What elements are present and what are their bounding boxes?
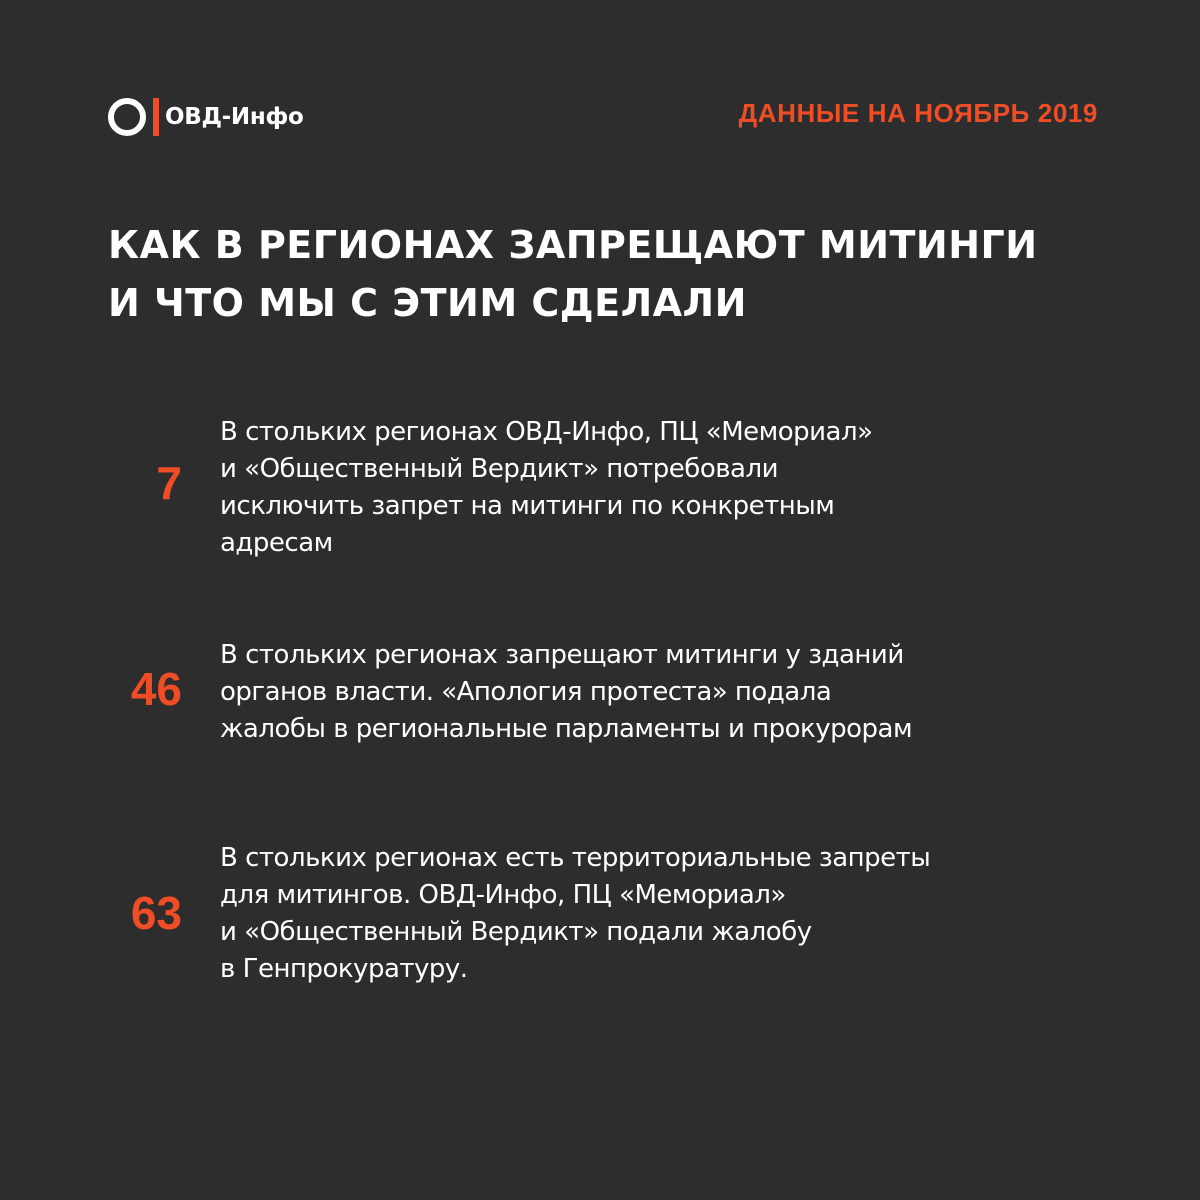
stat-number: 63 (130, 887, 182, 939)
stat-description-line: В стольких регионах ОВД-Инфо, ПЦ «Мемориал» (220, 417, 873, 447)
stat-description-line: в Генпрокуратуру. (220, 954, 468, 984)
stat-description-line: и «Общественный Вердикт» подали жалобу (220, 917, 812, 947)
stat-description-line: В стольких регионах запрещают митинги у зданий (220, 640, 904, 670)
page-title (108, 216, 1038, 332)
stat-description-line: для митингов. ОВД-Инфо, ПЦ «Мемориал» (220, 880, 786, 910)
stat-description (220, 840, 1020, 988)
page-title-line-1: КАК В РЕГИОНАХ ЗАПРЕЩАЮТ МИТИНГИ (108, 223, 1038, 267)
page-title-line-2: И ЧТО МЫ С ЭТИМ СДЕЛАЛИ (108, 281, 747, 325)
date-label: ДАННЫЕ НА НОЯБРЬ 2019 (738, 98, 1098, 128)
stat-description-line: исключить запрет на митинги по конкретным (220, 491, 835, 521)
stat-description-line: жалобы в региональные парламенты и прокурорам (220, 714, 913, 744)
stat-description-line: В стольких регионах есть территориальные запреты (220, 843, 931, 873)
stat-number: 7 (156, 457, 182, 509)
logo-ring-icon (108, 98, 146, 136)
stat-description (220, 414, 1020, 562)
stat-description-line: и «Общественный Вердикт» потребовали (220, 454, 778, 484)
logo-text: ОВД-Инфо (165, 104, 304, 130)
stat-description-line: адресам (220, 528, 333, 558)
stat-number: 46 (130, 663, 182, 715)
stat-description-line: органов власти. «Апология протеста» подала (220, 677, 832, 707)
logo-bar-icon (153, 98, 159, 136)
ovd-info-logo (108, 98, 303, 136)
stat-description (220, 637, 1020, 748)
